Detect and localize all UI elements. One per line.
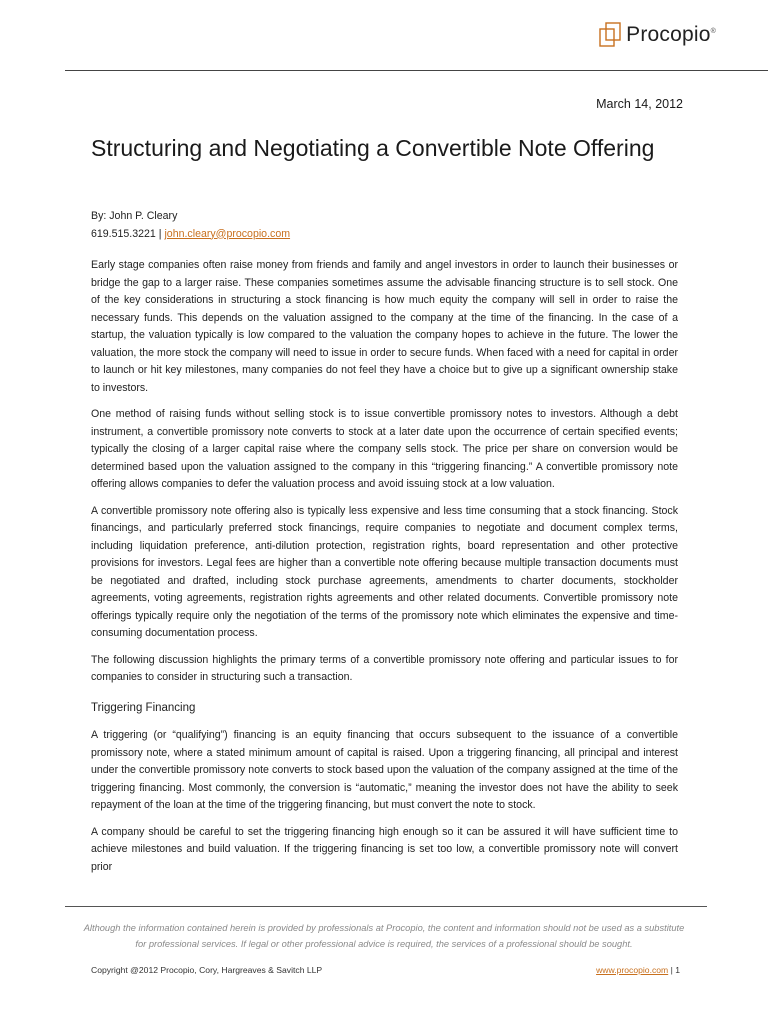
footer-copyright: Copyright @2012 Procopio, Cory, Hargreaves & Savitch LLP (91, 965, 323, 975)
author-block (91, 208, 678, 243)
paragraph-convertible-notes: One method of raising funds without selling stock is to issue convertible promissory notes to investors. Although a debt instrument, a convertible promissory note converts to stock at a later date upon the occurrence of certain specified events; typically the closing of a larger capital raise where the company sells stock. The price per share on conversion would be determined based upon the valuation assigned to the company in this “triggering financing.” A convertible promissory note offering allows companies to defer the valuation process and avoid issuing stock at a low valuation. (91, 408, 678, 490)
paragraph-early-stage: Early stage companies often raise money from friends and family and angel investors in order to launch their businesses or bridge the gap to a larger raise. These companies sometimes assume the advisable financing structure is to sell stock. One of the key considerations in structuring a stock financing is how much equity the company will sell in order to raise the necessary funds. This depends on the valuation assigned to the company at the time of the financing. In the case of a startup, the valuation typically is low compared to the valuation the company hopes to achieve in the future. The lower the valuation, the more stock the company will need to issue in order to secure funds. When faced with a need for capital in order to launch or hit key milestones, many companies do not feel they have a choice but to give up a significant ownership stake to investors. (91, 259, 678, 394)
document-date: March 14, 2012 (596, 97, 683, 111)
footer-disclaimer: Although the information contained herein is provided by professionals at Procopio, the content and information should not be used as a substitute for professional services. If legal or other professional advice is required, the services of a professional should be sought. (83, 923, 685, 949)
page-number: 1 (675, 965, 680, 975)
section-heading-triggering-financing: Triggering Financing (91, 701, 196, 714)
author-byline: By: John P. Cleary (91, 210, 178, 222)
footer-page-reference (596, 965, 680, 975)
author-contact (91, 226, 678, 244)
paragraph-triggering-threshold: A company should be careful to set the triggering financing high enough so it can be assured it will have sufficient time to achieve milestones and build valuation. If the triggering financing is set too low, a convertible promissory note will convert prior (91, 825, 678, 873)
procopio-logo (599, 22, 716, 48)
logo-wordmark (626, 23, 716, 47)
page-separator: | (668, 965, 676, 975)
paragraph-cost-comparison: A convertible promissory note offering also is typically less expensive and less time consuming that a stock financing. Stock financings, and particularly preferred stock financings, require companies to negotiate and document complex terms, including liquidation preference, anti-dilution protection, registration rights, board representation and other protective provisions for investors. Legal fees are higher than a convertible note offering because multiple transaction documents must be negotiated and drafted, including stock purchase agreements, amendments to charter documents, stockholder agreements, voting agreements, registration rights agreements and other related documents. Convertible promissory note offerings typically require only the negotiation of the terms of the promissory note which eliminates the expensive and time-consuming documentation process. (91, 504, 678, 639)
footer-website-link[interactable]: www.procopio.com (596, 965, 669, 975)
document-body (91, 208, 678, 885)
document-title: Structuring and Negotiating a Convertible Note Offering (91, 135, 655, 161)
footer-divider (65, 906, 707, 907)
registered-mark: ® (710, 28, 716, 35)
logo-wordmark-text: Procopio (626, 23, 711, 46)
paragraph-discussion-overview: The following discussion highlights the primary terms of a convertible promissory note offering and particular issues to for companies to consider in structuring such a transaction. (91, 653, 678, 683)
paragraph-triggering-definition: A triggering (or “qualifying”) financing is an equity financing that occurs subsequent to the issuance of a convertible promissory note, where a stated minimum amount of capital is raised. Upon a triggering financing, all principal and interest under the convertible promissory note converts to stock based upon the valuation of the company assigned at the time of the triggering financing. Most commonly, the conversion is “automatic,” meaning the investor does not have the ability to seek repayment of the loan at the time of the triggering financing, but must convert the note to stock. (91, 729, 678, 811)
header-divider (65, 70, 768, 71)
author-phone: 619.515.3221 (91, 227, 156, 240)
contact-separator: | (155, 227, 165, 240)
author-email-link[interactable]: john.cleary@procopio.com (164, 227, 291, 240)
procopio-logo-mark-icon (599, 22, 621, 48)
